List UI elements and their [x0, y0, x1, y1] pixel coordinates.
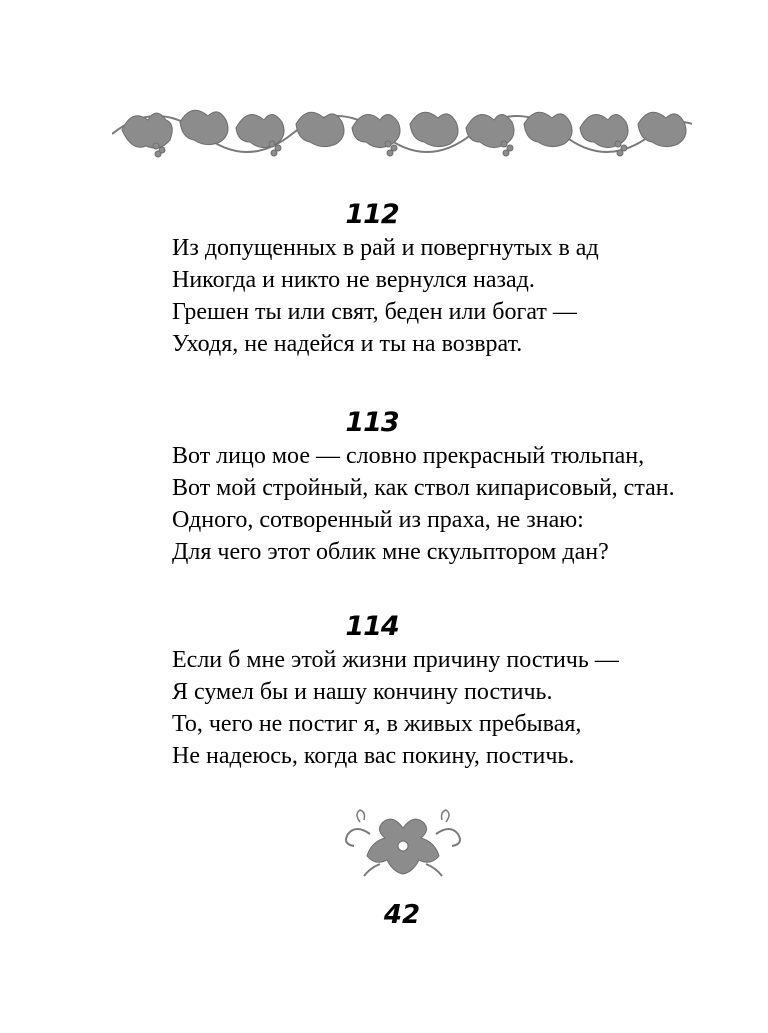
quatrain-113 — [172, 406, 712, 568]
page-number: 42 — [383, 900, 421, 930]
poem-line: Одного, сотворенный из праха, не знаю: — [172, 507, 584, 533]
poem-line: Вот лицо мое — словно прекрасный тюльпан, — [172, 443, 645, 469]
quatrain-112 — [172, 198, 712, 360]
poem-line: Я сумел бы и нашу кончину постичь. — [172, 679, 553, 705]
quatrain-number: 113 — [345, 407, 399, 438]
poem-line: Не надеюсь, когда вас покину, постичь. — [172, 743, 575, 769]
poem-line: Вот мой стройный, как ствол кипарисовый, стан. — [172, 475, 675, 501]
poem-line: Грешен ты или свят, беден или богат — — [172, 299, 577, 325]
poem-line: Для чего этот облик мне скульптором дан? — [172, 539, 609, 565]
poem-line: Если б мне этой жизни причину постичь — — [172, 647, 619, 673]
poem-line: Уходя, не надейся и ты на возврат. — [172, 331, 523, 357]
grapevine-border-ornament — [112, 100, 692, 160]
poem-line: То, чего не постиг я, в живых пребывая, — [172, 711, 582, 737]
poem-line: Из допущенных в рай и повергнутых в ад — [172, 235, 599, 261]
quatrain-114 — [172, 610, 712, 772]
poem-line: Никогда и никто не вернулся назад. — [172, 267, 535, 293]
floral-vignette-ornament — [340, 808, 466, 878]
quatrain-number: 112 — [345, 199, 399, 230]
quatrain-number: 114 — [345, 611, 399, 642]
